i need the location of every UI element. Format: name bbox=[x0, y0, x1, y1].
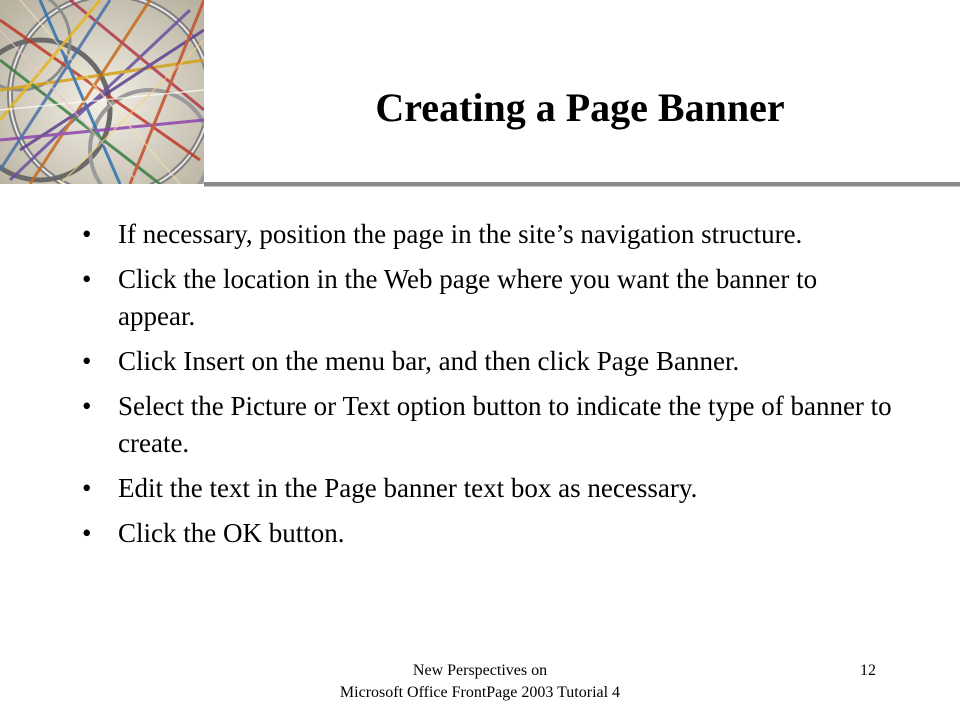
footer-line-2: Microsoft Office FrontPage 2003 Tutorial 4 bbox=[339, 684, 621, 701]
bullet-item bbox=[80, 343, 900, 380]
bullet-text: Select the Picture or Text option button to indicate the type of banner to create. bbox=[118, 391, 892, 458]
slide-title: Creating a Page Banner bbox=[375, 85, 785, 130]
bullet-item bbox=[80, 388, 900, 462]
bullet-text: If necessary, position the page in the site’s navigation structure. bbox=[118, 219, 803, 249]
bullet-text: Click the OK button. bbox=[118, 518, 345, 548]
bullet-icon: • bbox=[82, 264, 92, 294]
bullet-icon: • bbox=[82, 473, 92, 503]
page-number: 12 bbox=[860, 662, 876, 679]
bullet-item bbox=[80, 216, 900, 253]
bullet-text: Click the location in the Web page where you want the banner to appear. bbox=[118, 264, 818, 331]
bullet-text: Click Insert on the menu bar, and then click Page Banner. bbox=[118, 346, 740, 376]
footer-line-1: New Perspectives on bbox=[412, 662, 548, 679]
bullet-item bbox=[80, 261, 900, 335]
bullet-icon: • bbox=[82, 518, 92, 548]
sculpture-graphic bbox=[0, 0, 204, 184]
bullet-item bbox=[80, 470, 900, 507]
bullet-item bbox=[80, 515, 900, 552]
header-divider-shade bbox=[204, 186, 960, 187]
footer-caption bbox=[280, 660, 680, 704]
bullet-icon: • bbox=[82, 219, 92, 249]
bullet-icon: • bbox=[82, 346, 92, 376]
bullet-list bbox=[80, 216, 900, 560]
bullet-icon: • bbox=[82, 391, 92, 421]
bullet-text: Edit the text in the Page banner text box as necessary. bbox=[118, 473, 698, 503]
spherical-wire-sculpture-image bbox=[0, 0, 204, 184]
